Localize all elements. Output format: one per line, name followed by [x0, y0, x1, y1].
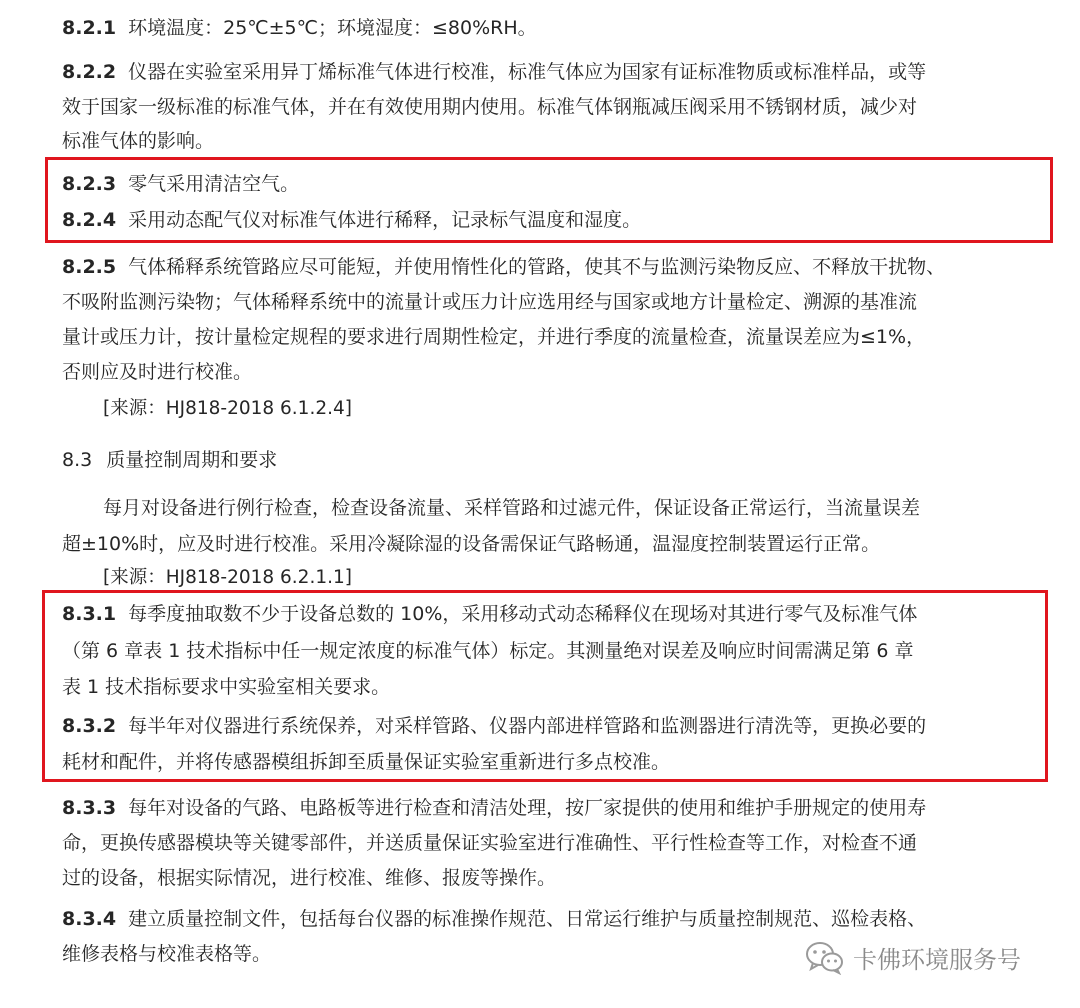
- source-reference: [来源：HJ818-2018 6.1.2.4]: [103, 398, 352, 419]
- section-text: 每半年对仪器进行系统保养，对采样管路、仪器内部进样管路和监测器进行清洗等，更换必要的: [128, 715, 927, 737]
- section-8-2-5-cont: [62, 288, 1080, 316]
- wechat-icon: [805, 941, 845, 975]
- section-8-3-3-cont: [62, 829, 1080, 857]
- section-number: 8.3.1: [62, 603, 117, 625]
- section-8-2-2-cont: [62, 93, 1080, 121]
- section-text: 每年对设备的气路、电路板等进行检查和清洁处理，按厂家提供的使用和维护手册规定的使用寿: [128, 797, 927, 819]
- section-number: 8.2.2: [62, 61, 117, 83]
- section-text: 每季度抽取数不少于设备总数的 10%，采用移动式动态稀释仪在现场对其进行零气及标准气体: [128, 603, 918, 625]
- section-8-3-2: [62, 712, 1080, 740]
- section-8-3-heading: [62, 446, 1080, 474]
- watermark: [805, 940, 1021, 975]
- section-text: 采用动态配气仪对标准气体进行稀释，记录标气温度和湿度。: [128, 209, 642, 231]
- section-text: 零气采用清洁空气。: [128, 173, 300, 195]
- section-8-3-3-cont: [62, 864, 1080, 892]
- section-8-3-3: [62, 794, 1080, 822]
- section-8-2-3: [62, 170, 1080, 198]
- section-8-3-1: [62, 600, 1080, 628]
- section-text: 否则应及时进行校准。: [62, 361, 253, 383]
- section-text: 建立质量控制文件，包括每台仪器的标准操作规范、日常运行维护与质量控制规范、巡检表格、: [128, 908, 927, 930]
- section-8-3-paragraph: [103, 494, 1080, 522]
- section-8-2-4: [62, 206, 1080, 234]
- section-number: 8.2.3: [62, 173, 117, 195]
- section-text: 气体稀释系统管路应尽可能短，并使用惰性化的管路，使其不与监测污染物反应、不释放干扰物、: [128, 256, 946, 278]
- section-number: 8.3.2: [62, 715, 117, 737]
- section-text: 耗材和配件，并将传感器模组拆卸至质量保证实验室重新进行多点校准。: [62, 751, 671, 773]
- section-8-3-1-cont: [62, 673, 1080, 701]
- section-text: 仪器在实验室采用异丁烯标准气体进行校准，标准气体应为国家有证标准物质或标准样品，或等: [128, 61, 927, 83]
- section-text: （第 6 章表 1 技术指标中任一规定浓度的标准气体）标定。其测量绝对误差及响应时间需满足第 6 章: [62, 640, 914, 662]
- section-8-2-1: [62, 14, 1080, 42]
- section-text: 表 1 技术指标要求中实验室相关要求。: [62, 676, 391, 698]
- section-text: 命，更换传感器模块等关键零部件，并送质量保证实验室进行准确性、平行性检查等工作，对检查不通: [62, 832, 918, 854]
- section-8-3-2-cont: [62, 748, 1080, 776]
- section-number: 8.3: [62, 449, 93, 471]
- section-text: 标准气体的影响。: [62, 130, 215, 152]
- section-8-2-5-cont: [62, 358, 1080, 386]
- paragraph-text: 每月对设备进行例行检查，检查设备流量、采样管路和过滤元件，保证设备正常运行，当流量误差: [103, 497, 921, 519]
- section-text: 效于国家一级标准的标准气体，并在有效使用期内使用。标准气体钢瓶减压阀采用不锈钢材质，减少对: [62, 96, 918, 118]
- section-8-3-paragraph-cont: [62, 530, 1080, 558]
- section-8-2-5-cont: [62, 323, 1080, 351]
- section-8-2-2: [62, 58, 1080, 86]
- section-8-3-4: [62, 905, 1080, 933]
- section-text: 量计或压力计，按计量检定规程的要求进行周期性检定，并进行季度的流量检查，流量误差应为≤1%，: [62, 326, 926, 348]
- section-text: 维修表格与校准表格等。: [62, 943, 272, 965]
- section-8-2-5: [62, 253, 1080, 281]
- section-text: 过的设备，根据实际情况，进行校准、维修、报废等操作。: [62, 867, 557, 889]
- section-8-3-1-cont: [62, 637, 1080, 665]
- watermark-text: 卡佛环境服务号: [853, 946, 1021, 974]
- source-reference: [来源：HJ818-2018 6.2.1.1]: [103, 567, 352, 588]
- section-text: 环境温度：25℃±5℃；环境湿度：≤80%RH。: [128, 17, 537, 39]
- section-number: 8.2.4: [62, 209, 117, 231]
- section-number: 8.2.5: [62, 256, 117, 278]
- section-text: 不吸附监测污染物；气体稀释系统中的流量计或压力计应选用经与国家或地方计量检定、溯源的基准流: [62, 291, 918, 313]
- section-number: 8.2.1: [62, 17, 117, 39]
- paragraph-text: 超±10%时，应及时进行校准。采用冷凝除湿的设备需保证气路畅通，温湿度控制装置运行正常。: [62, 533, 881, 555]
- section-number: 8.3.3: [62, 797, 117, 819]
- section-number: 8.3.4: [62, 908, 117, 930]
- section-title: 质量控制周期和要求: [106, 449, 278, 471]
- section-8-2-2-cont: [62, 127, 1080, 155]
